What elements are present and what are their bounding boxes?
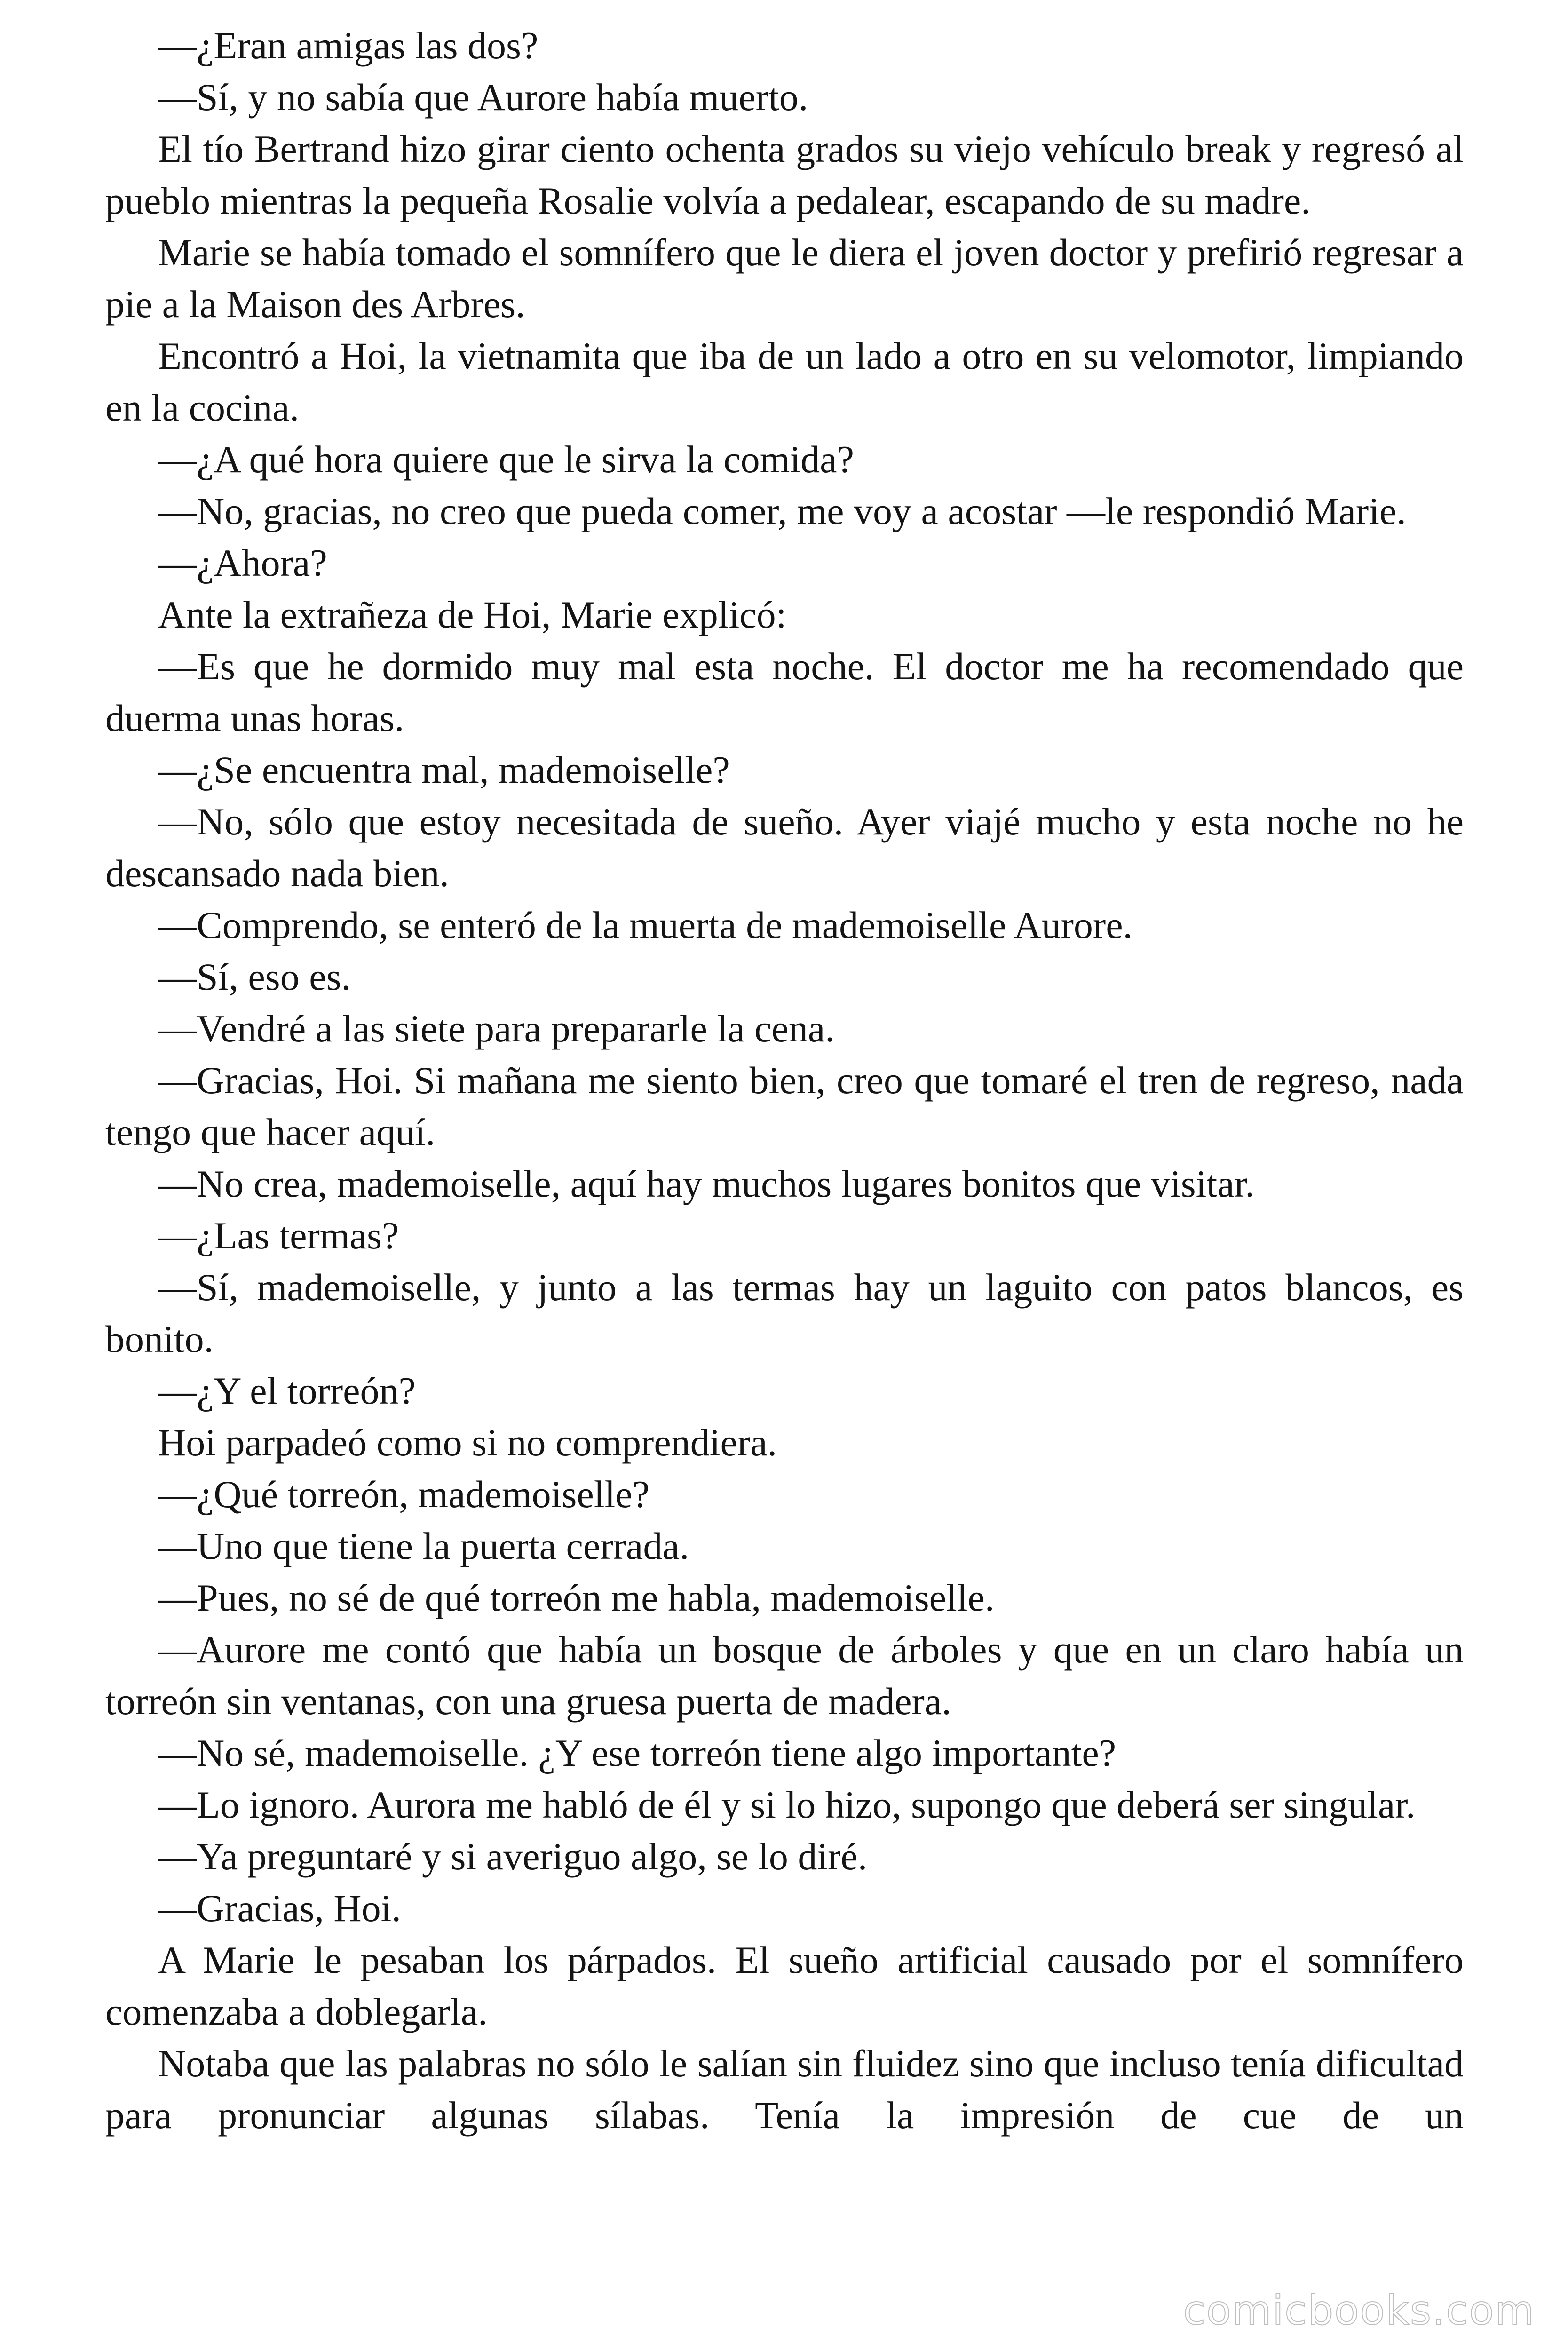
paragraph: —Sí, mademoiselle, y junto a las termas hay un laguito con patos blancos, es bonito. bbox=[105, 1266, 1464, 1360]
paragraph: —Gracias, Hoi. Si mañana me siento bien, creo que tomaré el tren de regreso, nada tengo que hacer aquí. bbox=[105, 1059, 1464, 1153]
paragraph: —No crea, mademoiselle, aquí hay muchos lugares bonitos que visitar. bbox=[158, 1162, 1255, 1205]
paragraph: —Sí, eso es. bbox=[158, 955, 351, 998]
paragraph: —¿Eran amigas las dos? bbox=[158, 24, 539, 67]
paragraph: —¿A qué hora quiere que le sirva la comida? bbox=[158, 438, 854, 481]
paragraph: —¿Se encuentra mal, mademoiselle? bbox=[158, 748, 730, 791]
paragraph: —¿Qué torreón, mademoiselle? bbox=[158, 1473, 650, 1516]
paragraph: —No sé, mademoiselle. ¿Y ese torreón tiene algo importante? bbox=[158, 1732, 1117, 1774]
paragraph: Ante la extrañeza de Hoi, Marie explicó: bbox=[158, 593, 787, 636]
paragraph: —Uno que tiene la puerta cerrada. bbox=[158, 1525, 689, 1567]
paragraph: —¿Y el torreón? bbox=[158, 1369, 416, 1412]
paragraph: Marie se había tomado el somnífero que le diera el joven doctor y prefirió regresar a pie a la Maison des Arbres. bbox=[105, 231, 1464, 326]
paragraph: —No, sólo que estoy necesitada de sueño. Ayer viajé mucho y esta noche no he descansado nada bien. bbox=[105, 800, 1464, 895]
paragraph: —Es que he dormido muy mal esta noche. El doctor me ha recomendado que duerma unas horas. bbox=[105, 645, 1464, 739]
paragraph: —No, gracias, no creo que pueda comer, me voy a acostar —le respondió Marie. bbox=[158, 490, 1406, 532]
paragraph: El tío Bertrand hizo girar ciento ochenta grados su viejo vehículo break y regresó al pueblo mientras la pequeña Rosalie volvía a pedalear, escapando de su madre. bbox=[105, 127, 1464, 222]
watermark: comicbooks.com bbox=[1183, 2287, 1535, 2334]
paragraph: Hoi parpadeó como si no comprendiera. bbox=[158, 1421, 777, 1464]
paragraph: —¿Ahora? bbox=[158, 541, 327, 584]
paragraph: —Gracias, Hoi. bbox=[158, 1887, 401, 1930]
paragraph: A Marie le pesaban los párpados. El sueño artificial causado por el somnífero comenzaba a doblegarla. bbox=[105, 1939, 1464, 2033]
paragraph: —Ya preguntaré y si averiguo algo, se lo diré. bbox=[158, 1835, 868, 1878]
paragraph: —Vendré a las siete para prepararle la cena. bbox=[158, 1007, 835, 1050]
paragraph: —Sí, y no sabía que Aurore había muerto. bbox=[158, 76, 808, 119]
paragraph: —Aurore me contó que había un bosque de árboles y que en un claro había un torreón sin ventanas, con una gruesa puerta de madera. bbox=[105, 1628, 1464, 1723]
paragraph: Encontró a Hoi, la vietnamita que iba de un lado a otro en su velomotor, limpiando en la cocina. bbox=[105, 334, 1464, 429]
paragraph: —Lo ignoro. Aurora me habló de él y si lo hizo, supongo que deberá ser singular. bbox=[158, 1783, 1416, 1826]
paragraph: —¿Las termas? bbox=[158, 1214, 399, 1257]
book-page-text bbox=[105, 20, 1464, 2141]
paragraph: —Pues, no sé de qué torreón me habla, mademoiselle. bbox=[158, 1576, 995, 1619]
paragraph: —Comprendo, se enteró de la muerta de mademoiselle Aurore. bbox=[158, 904, 1133, 946]
paragraph: Notaba que las palabras no sólo le salían sin fluidez sino que incluso tenía dificultad para pronunciar algunas sílabas. Tenía la impresión de cue de un bbox=[105, 2042, 1464, 2137]
